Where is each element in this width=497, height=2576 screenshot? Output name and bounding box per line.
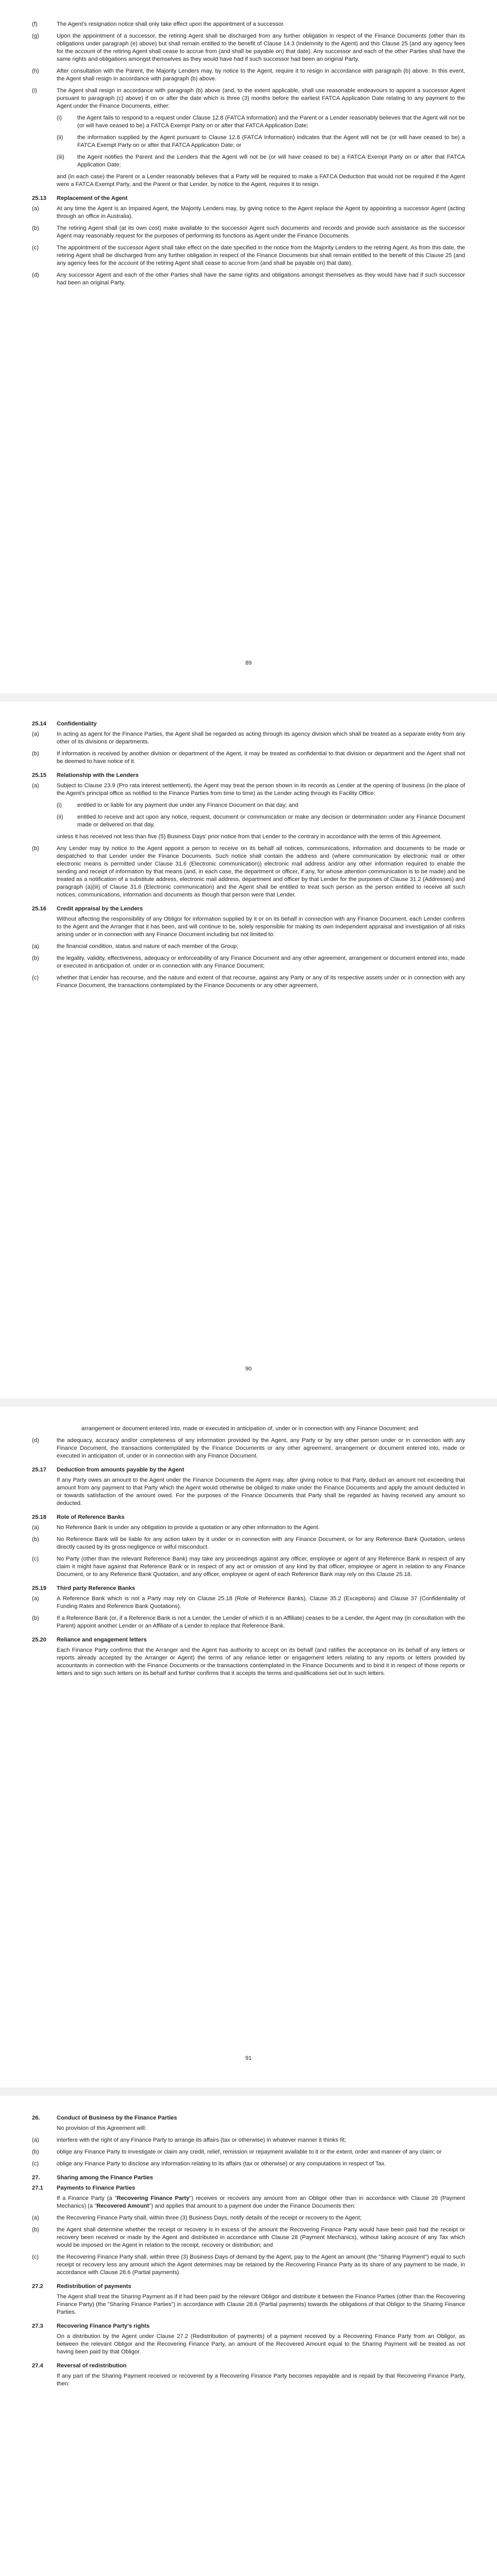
clause-item: (c) the Recovering Finance Party shall, within three (3) Business Days of demand by the Agent, pay to the Agent an amount (the "Sharing Payment") equal to such receipt or recovery less any amount which the Agent determines may be retained by the Recovering Finance Party as its share of any payment to be made, in accordance with Clause 28.6 (Partial payments). xyxy=(32,2254,465,2276)
paragraph: If any part of the Sharing Payment received or recovered by a Recovering Finance Party becomes repayable and is repaid by that Recovering Finance Party, then: xyxy=(57,2373,465,2387)
clause-item: (a) the Recovering Finance Party shall, within three (3) Business Days, notify details of the receipt or recovery to the Agent; xyxy=(32,2215,362,2221)
clause-item: (c) No Party (other than the relevant Reference Bank) may take any proceedings against any officer, employee or agent of any Reference Bank in respect of any claim it might have against that Reference Bank or in respect of any act or omission of any kind by that officer, employee or agent in relation to any Finance Document, or to any Reference Bank Quotation, and any officer, employee or agent of each Reference Bank may rely on this Clause 25.18. xyxy=(32,1556,465,1578)
document-page-90 xyxy=(0,702,497,1398)
paragraph: No provision of this Agreement will: xyxy=(57,2125,147,2131)
sub-item: (ii) the information supplied by the Agent pursuant to Clause 12.8 (FATCA Information) indicates that the Agent will not be (or will have ceased to be) a FATCA Exempt Party on or after that FATCA Application Date; or xyxy=(57,134,465,148)
document-page-92 xyxy=(0,2096,497,2576)
clause-item: (a) Subject to Clause 23.9 (Pro rata interest settlement), the Agent may treat the person shown in its records as Lender at the opening of business (in the place of the Agent's principal office as notified to the Finance Parties from time to time) as the Lender acting through its Facility Office: xyxy=(32,783,465,796)
sub-item: (i) the Agent fails to respond to a request under Clause 12.8 (FATCA Information) and the Parent or a Lender reasonably believes that the Agent will not be (or will have ceased to be) a FATCA Exempt Party on or after that FATCA Application Date; xyxy=(57,115,465,129)
clause-item: (b) No Reference Bank will be liable for any action taken by it under or in connection with any Finance Document, or for any Reference Bank Quotation, unless directly caused by its gross negligence or wilful misconduct. xyxy=(32,1536,465,1550)
document-page-91 xyxy=(0,1406,497,2088)
clause-item: (d) Any successor Agent and each of the other Parties shall have the same rights and obligations amongst themselves as they would have had if such successor had been an original Party. xyxy=(32,272,465,286)
clause-item: (c) oblige any Finance Party to disclose any information relating to its affairs (tax or otherwise) or any computations in respect of Tax. xyxy=(32,2161,386,2167)
paragraph: arrangement or document entered into, made or executed in anticipation of, under or in connection with any Finance Document; and xyxy=(81,1426,418,1432)
section-heading: 27.2 Redistribution of payments xyxy=(32,2283,131,2290)
paragraph: The Agent shall treat the Sharing Payment as if it had been paid by the relevant Obligor and distribute it between the Finance Parties (other than the Recovering Finance Party) (the "Sharing Finance Parties") in accordance with Clause 28.6 (Partial payments) towards the obligations of that Obligor to the Sharing Finance Parties. xyxy=(57,2294,465,2315)
clause-item: (c) The appointment of the successor Agent shall take effect on the date specified in the notice from the Majority Lenders to the retiring Agent. As from this date, the retiring Agent shall be discharged from any further obligation in respect of the Finance Documents but shall remain entitled to the benefit of this Clause 25 (and any agency fees for the account of the retiring Agent shall cease to accrue from (and shall be payable on) that date). xyxy=(32,245,465,266)
page-number: 90 xyxy=(245,1366,252,1372)
paragraph: and (in each case) the Parent or a Lender reasonably believes that a Party will be required to make a FATCA Deduction that would not be required if the Agent were a FATCA Exempt Party, and the Parent or that Lender, by notice to the Agent, requires it to resign. xyxy=(57,174,465,188)
page-number: 91 xyxy=(245,2055,252,2061)
clause-item: (h) After consultation with the Parent, the Majority Lenders may, by notice to the Agent, require it to resign in accordance with paragraph (b) above. In this event, the Agent shall resign in accordance with paragraph (b) above. xyxy=(32,68,465,82)
section-heading: 27.4 Reversal of redistribution xyxy=(32,2363,127,2369)
section-heading: 25.19 Third party Reference Banks xyxy=(32,1585,135,1591)
section-heading: 25.16 Credit appraisal by the Lenders xyxy=(32,906,143,912)
document-page-89 xyxy=(0,0,497,693)
section-heading: 26. Conduct of Business by the Finance Parties xyxy=(32,2115,177,2121)
paragraph: If any Party owes an amount to the Agent under the Finance Documents the Agent may, after giving notice to that Party, deduct an amount not exceeding that amount from any payment to that Party which the Agent would otherwise be obliged to make under the Finance Documents and apply the amount deducted in or towards satisfaction of the amount owed. For the purposes of the Finance Documents that Party shall be regarded as having received any amount so deducted. xyxy=(57,1477,465,1506)
sub-list xyxy=(57,114,465,169)
section-heading: 25.17 Deduction from amounts payable by the Agent xyxy=(32,1467,184,1473)
clause-item: (a) interfere with the right of any Finance Party to arrange its affairs (tax or otherwise) in whatever manner it thinks fit; xyxy=(32,2137,346,2143)
clause-item: (b) The retiring Agent shall (at its own cost) make available to the successor Agent such documents and records and provide such assistance as the successor Agent may reasonably request for the purposes of performing its functions as Agent under the Finance Documents. xyxy=(32,225,465,239)
paragraph: unless it has received not less than five (5) Business Days' prior notice from that Lender to the contrary in accordance with the terms of this Agreement. xyxy=(57,834,442,840)
clause-item: (a) A Reference Bank which is not a Party may rely on Clause 25.18 (Role of Reference Banks), Clause 35.2 (Exceptions) and Clause 37 (Confidentiality of Funding Rates and Reference Bank Quotations). xyxy=(32,1596,465,1609)
clause-item: (f) The Agent's resignation notice shall only take effect upon the appointment of a successor. xyxy=(32,21,285,27)
paragraph: If a Finance Party (a "Recovering Finance Party") receives or recovers any amount from an Obligor other than in accordance with Clause 28 (Payment Mechanics) (a "Recovered Amount") and applies that amount to a payment due under the Finance Documents then: xyxy=(57,2195,465,2209)
sub-item: (i) entitled to or liable for any payment due under any Finance Document on that day; and xyxy=(57,802,299,808)
page-number: 89 xyxy=(245,660,252,666)
paragraph: Without affecting the responsibility of any Obligor for information supplied by it or on its behalf in connection with any Finance Document, each Lender confirms to the Agent and the Arranger that it has been, and will continue to be, solely responsible for making its own independent appraisal and investigation of all risks arising under or in connection with any Finance Document including but not limited to: xyxy=(57,916,465,938)
section-heading: 25.15 Relationship with the Lenders xyxy=(32,772,139,778)
clause-item: (b) the legality, validity, effectiveness, adequacy or enforceability of any Finance Document and any other agreement, arrangement or document entered into, made or executed in anticipation of, under or in connection with any Finance Document; xyxy=(32,955,465,969)
paragraph: Each Finance Party confirms that the Arranger and the Agent has authority to accept on its behalf (and ratifies the acceptance on its behalf of any letters or reports already accepted by the Arranger or Agent) the terms of any reliance letter or engagement letters relating to any reports or letters provided by accountants in connection with the Finance Documents or the transactions contemplated in the Finance Documents and to bind it in respect of those reports or letters and to sign such letters on its behalf and further confirms that it accepts the terms and qualifications set out in such letters. xyxy=(57,1647,465,1676)
clause-item: (i) The Agent shall resign in accordance with paragraph (b) above (and, to the extent applicable, shall use reasonable endeavours to appoint a successor Agent pursuant to paragraph (c) above) if on or after the date which is three (3) months before the earliest FATCA Application Date relating to any payment to the Agent under the Finance Documents, either: xyxy=(32,88,465,109)
clause-item: (b) oblige any Finance Party to investigate or claim any credit, relief, remission or repayment available to it or the extent, order and manner of any claim; or xyxy=(32,2149,442,2155)
section-heading: 25.20 Reliance and engagement letters xyxy=(32,1637,147,1643)
clause-item: (a) At any time the Agent is an Impaired Agent, the Majority Lenders may, by giving notice to the Agent replace the Agent by appointing a successor Agent (acting through an office in Australia). xyxy=(32,206,465,219)
section-heading: 27. Sharing among the Finance Parties xyxy=(32,2175,153,2181)
clause-item: (g) Upon the appointment of a successor, the retiring Agent shall be discharged from any further obligation in respect of the Finance Documents (other than its obligations under paragraph (e) above) but shall remain entitled to the benefit of Clause 14.3 (Indemnity to the Agent) and this Clause 25 (and any agency fees for the account of the retiring Agent shall cease to accrue from (and shall be payable on) that date). Any successor and each of the other Parties shall have the same rights and obligations amongst themselves as they would have had if such successor had been an original Party. xyxy=(32,33,465,62)
section-heading: 27.3 Recovering Finance Party's rights xyxy=(32,2323,150,2329)
clause-item: (a) In acting as agent for the Finance Parties, the Agent shall be regarded as acting through its agency division which shall be treated as a separate entity from any other of its divisions or departments. xyxy=(32,731,465,745)
clause-item: (b) If information is received by another division or department of the Agent, it may be treated as confidential to that division or department and the Agent shall not be deemed to have notice of it. xyxy=(32,751,465,765)
clause-item: (a) the financial condition, status and nature of each member of the Group; xyxy=(32,943,238,950)
clause-item: (b) the Agent shall determine whether the receipt or recovery is in excess of the amount the Recovering Finance Party would have been paid had the receipt or recovery been received or made by the Agent and distributed in accordance with Clause 28 (Payment Mechanics), without taking account of any Tax which would be imposed on the Agent in relation to the receipt, recovery or distribution; and xyxy=(32,2227,465,2248)
section-heading: 27.1 Payments to Finance Parties xyxy=(32,2185,135,2191)
section-heading: 25.18 Role of Reference Banks xyxy=(32,1514,125,1520)
section-heading: 25.13 Replacement of the Agent xyxy=(32,195,128,201)
paragraph: On a distribution by the Agent under Clause 27.2 (Redistribution of payments) of a payment received by a Recovering Finance Party from an Obligor, as between the relevant Obligor and the Recovering Finance Party, an amount of the Recovered Amount equal to the Sharing Payment will be treated as not having been paid by that Obligor. xyxy=(57,2333,465,2355)
clause-item: (b) If a Reference Bank (or, if a Reference Bank is not a Lender, the Lender of which it is an Affiliate) ceases to be a Lender, the Agent may (in consultation with the Parent) appoint another Lender or an Affiliate of a Lender to replace that Reference Bank. xyxy=(32,1615,465,1629)
section-heading: 25.14 Confidentiality xyxy=(32,721,97,727)
sub-item: (iii) the Agent notifies the Parent and the Lenders that the Agent will not be (or will have ceased to be) a FATCA Exempt Party on or after that FATCA Application Date; xyxy=(57,154,465,168)
clause-item: (d) the adequacy, accuracy and/or completeness of any information provided by the Agent, any Party or by any other person under or in connection with any Finance Document, the transactions contemplated by the Finance Documents or any other agreement, arrangement or document entered into, made or executed in anticipation of, under or in connection with any Finance Document. xyxy=(32,1437,465,1459)
clause-item: (c) whether that Lender has recourse, and the nature and extent of that recourse, against any Party or any of its respective assets under or in connection with any Finance Document, the transactions contemplated by the Finance Documents or any other agreement, xyxy=(32,975,465,989)
sub-list xyxy=(57,802,465,829)
clause-item: (a) No Reference Bank is under any obligation to provide a quotation or any other information to the Agent. xyxy=(32,1524,320,1531)
clause-item: (b) Any Lender may by notice to the Agent appoint a person to receive on its behalf all notices, communications, information and documents to be made or despatched to that Lender under the Finance Documents. Such notice shall contain the address and (where communication by electronic mail or other electronic means is permitted under Clause 31.6 (Electronic communication)) electronic mail address and/or any other information required to enable the sending and receipt of information by that means (and, in each case, the department or officer, if any, for whose attention communication is to be made) and be treated as a notification of a substitute address, electronic mail address, department and officer by that Lender for the purposes of Clause 31.2 (Addresses) and paragraph (a)(iii) of Clause 31.6 (Electronic communication) and the Agent shall be entitled to treat such person as the person entitled to receive all such notices, communications, information and documents as though that person were that Lender. xyxy=(32,845,465,898)
sub-item: (ii) entitled to receive and act upon any notice, request, document or communication or make any decision or determination under any Finance Document made or delivered on that day, xyxy=(57,814,465,828)
